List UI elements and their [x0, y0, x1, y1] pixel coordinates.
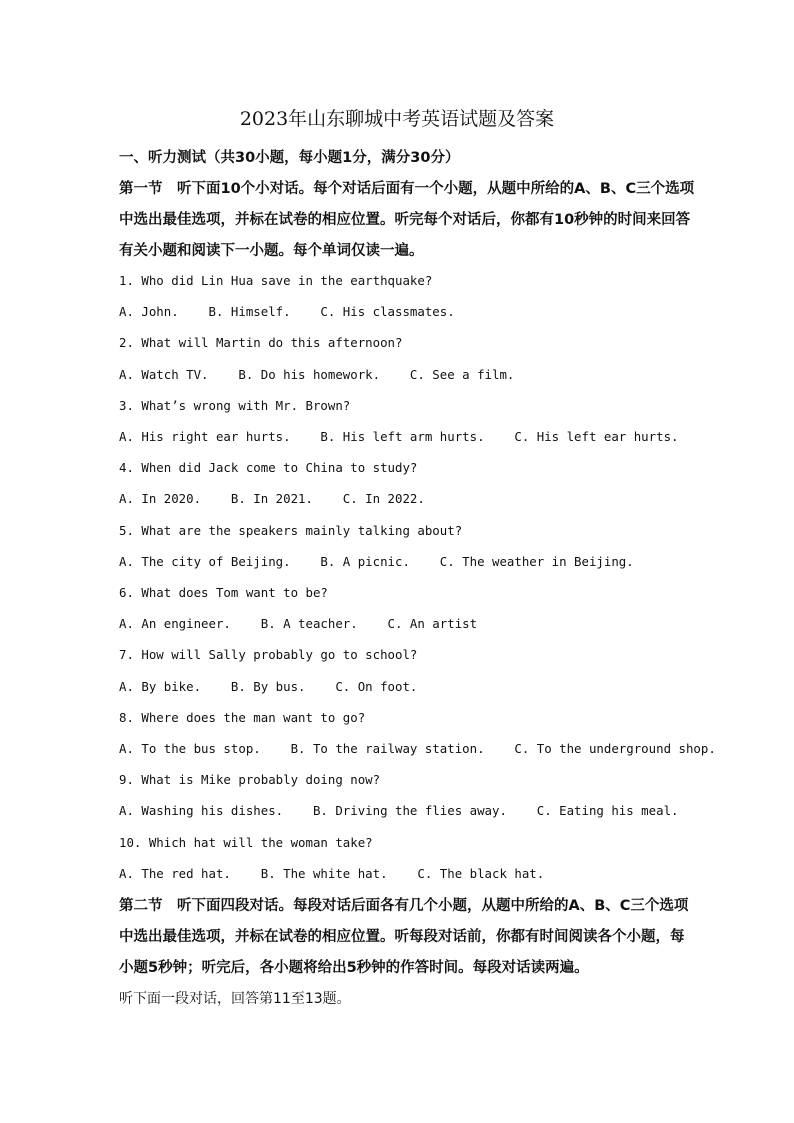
question-text: 5. What are the speakers mainly talking about?: [119, 523, 463, 538]
page-title: 2023年山东聊城中考英语试题及答案: [239, 108, 555, 130]
question-text: 8. Where does the man want to go?: [119, 710, 366, 725]
question-options: A. In 2020. B. In 2021. C. In 2022.: [119, 491, 425, 506]
question-text: 4. When did Jack come to China to study?: [119, 460, 418, 475]
question-options: A. The red hat. B. The white hat. C. The black hat.: [119, 866, 545, 881]
part2-instruction-line: 第二节 听下面四段对话。每段对话后面各有几个小题，从题中所给的A、B、C三个选项: [119, 898, 689, 914]
question-options: A. An engineer. B. A teacher. C. An artist: [119, 616, 478, 631]
section-heading: 一、听力测试（共30小题，每小题1分，满分30分）: [119, 150, 460, 166]
question-text: 2. What will Martin do this afternoon?: [119, 335, 403, 350]
question-text: 1. Who did Lin Hua save in the earthquake?: [119, 273, 433, 288]
dialogue-intro: 听下面一段对话，回答第11至13题。: [119, 991, 351, 1007]
question-text: 7. How will Sally probably go to school?: [119, 647, 418, 662]
question-text: 3. What’s wrong with Mr. Brown?: [119, 398, 351, 413]
part1-instruction-line: 中选出最佳选项，并标在试卷的相应位置。听完每个对话后，你都有10秒钟的时间来回答: [119, 212, 691, 228]
part1-instruction-line: 有关小题和阅读下一小题。每个单词仅读一遍。: [119, 243, 424, 259]
part2-instruction-line: 小题5秒钟；听完后，各小题将给出5秒钟的作答时间。每段对话读两遍。: [119, 960, 589, 976]
question-text: 6. What does Tom want to be?: [119, 585, 328, 600]
question-text: 9. What is Mike probably doing now?: [119, 772, 381, 787]
question-options: A. By bike. B. By bus. C. On foot.: [119, 679, 418, 694]
part2-instruction-line: 中选出最佳选项，并标在试卷的相应位置。听每段对话前，你都有时间阅读各个小题，每: [119, 929, 685, 945]
question-options: A. John. B. Himself. C. His classmates.: [119, 304, 455, 319]
question-options: A. The city of Beijing. B. A picnic. C. The weather in Beijing.: [119, 554, 634, 569]
question-options: A. Watch TV. B. Do his homework. C. See a film.: [119, 367, 515, 382]
question-text: 10. Which hat will the woman take?: [119, 835, 373, 850]
question-options: A. To the bus stop. B. To the railway station. C. To the underground shop.: [119, 741, 716, 756]
question-options: A. His right ear hurts. B. His left arm hurts. C. His left ear hurts.: [119, 429, 679, 444]
question-options: A. Washing his dishes. B. Driving the flies away. C. Eating his meal.: [119, 803, 679, 818]
part1-instruction-line: 第一节 听下面10个小对话。每个对话后面有一个小题，从题中所给的A、B、C三个选项: [119, 181, 695, 197]
